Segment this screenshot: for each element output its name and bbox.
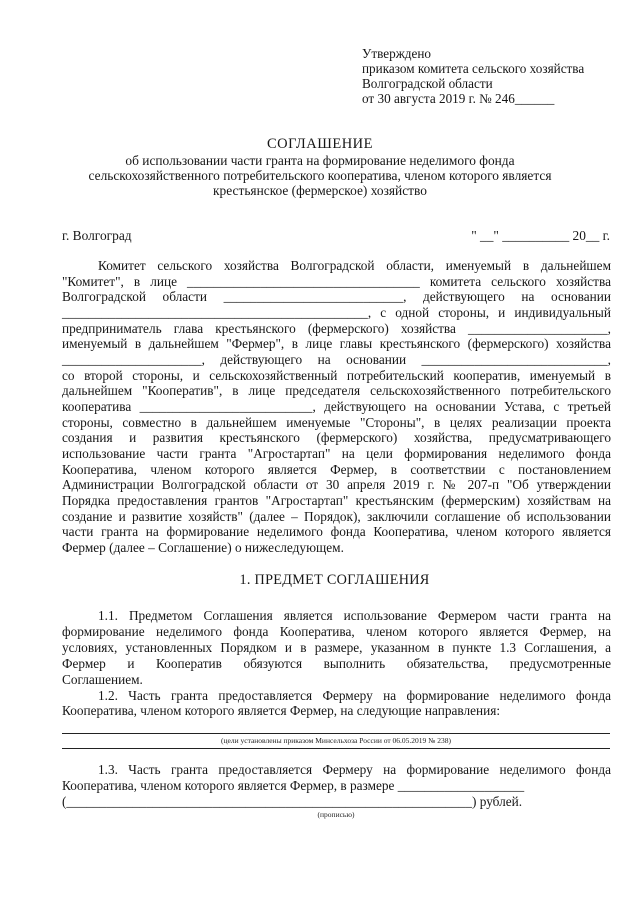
preamble-line: со второй стороны, и сельскохозяйственный потребительский кооператив, именуемый в [62,367,611,383]
preamble-line: кооператива __________________________, действующего на основании Устава, с третьей [62,398,611,414]
fill-in-line [62,733,610,734]
clause-line: Кооператива, членом которого является Фермер, на следующие направления: [62,703,501,719]
preamble-line: Волгоградской области ___________________________, действующего на основании [62,289,611,305]
preamble-line: Порядка предоставления грантов "Агростартап" крестьянским (фермерским) хозяйствам на [62,492,611,508]
goals-footnote: (цели установлены приказом Минсельхоза России от 06.05.2019 № 238) [221,736,451,745]
preamble-line: создание и развитие хозяйств" (далее – Порядок), заключили соглашение об использовании [62,508,611,524]
title-subline: крестьянское (фермерское) хозяйство [213,183,427,198]
preamble-paragraph [62,258,611,555]
approval-stamp [362,46,584,106]
document-title [60,137,580,198]
title-subline: сельскохозяйственного потребительского кооператива, членом которого является [88,168,552,183]
preamble-line: стороны, совместно в дальнейшем именуемые "Стороны", в целях реализации проекта [62,414,611,430]
clause-line: 1.3. Часть гранта предоставляется Фермеру на формирование неделимого фонда [98,762,611,777]
clause-line: Фермер и Кооператив обязуются выполнить обязательства, предусмотренные [62,655,611,671]
preamble-line: _____________________, действующего на основании ____________________________, [62,351,611,367]
title-subline: об использовании части гранта на формирование неделимого фонда [125,153,515,168]
clause-line: Кооператива, членом которого является Фермер, в размере ___________________ [62,777,525,793]
preamble-line: "Комитет", в лице ___________________________________ комитета сельского хозяйства [62,273,611,289]
preamble-line: дальнейшем "Кооператив", в лице председателя сельскохозяйственного потребительского [62,383,611,399]
clause-line: 1.2. Часть гранта предоставляется Фермеру на формирование неделимого фонда [98,687,611,703]
clause-1-3 [62,762,611,810]
preamble-line: создания и развития крестьянского (фермерского) хозяйства, предусматривающего [62,430,611,446]
clause-1-1 [62,608,611,719]
title-main: СОГЛАШЕНИЕ [266,136,374,152]
clause-line: формирование неделимого фонда Кооператива, членом которого является Фермер, на [62,623,611,639]
clause-line: (_____________________________________________________________) рублей. [62,793,523,809]
clause-line: 1.1. Предметом Соглашения является использование Фермером части гранта на [98,608,611,623]
fill-in-line [62,748,610,749]
preamble-line: Кооператива, членом которого является Фермер, в соответствии с постановлением [62,461,611,477]
approval-line: Волгоградской области [362,76,493,91]
approval-line: Утверждено [362,46,432,61]
preamble-line: части гранта на формирование неделимого фонда Кооператива, членом которого является [62,524,611,540]
preamble-line: именуемый в дальнейшем "Фермер", в лице главы крестьянского (фермерского) хозяйства [62,336,611,352]
preamble-line: ______________________________________________, с одной стороны, и индивидуальный [62,304,611,320]
approval-line: от 30 августа 2019 г. № 246______ [362,91,555,106]
city-label: г. Волгоград [62,228,132,243]
preamble-line: предприниматель глава крестьянского (фермерского) хозяйства _____________________, [62,320,611,336]
clause-line: условиях, установленных Порядком и в размере, указанном в пункте 1.3 Соглашения, а [62,639,611,655]
preamble-line: использование части гранта "Агростартап" на цели формирования неделимого фонда [62,445,611,461]
preamble-line: Комитет сельского хозяйства Волгоградской области, именуемый в дальнейшем [98,258,611,273]
approval-line: приказом комитета сельского хозяйства [362,61,585,76]
section-heading: 1. ПРЕДМЕТ СОГЛАШЕНИЯ [239,572,430,588]
amount-in-words-footnote: (прописью) [317,810,355,819]
date-placeholder: " __" __________ 20__ г. [471,228,610,243]
clause-line: Соглашением. [62,671,143,687]
preamble-line: Администрации Волгоградской области от 30 апреля 2019 г. № 207-п "Об утверждении [62,477,611,493]
preamble-line: Фермер (далее – Соглашение) о нижеследующем. [62,539,344,555]
